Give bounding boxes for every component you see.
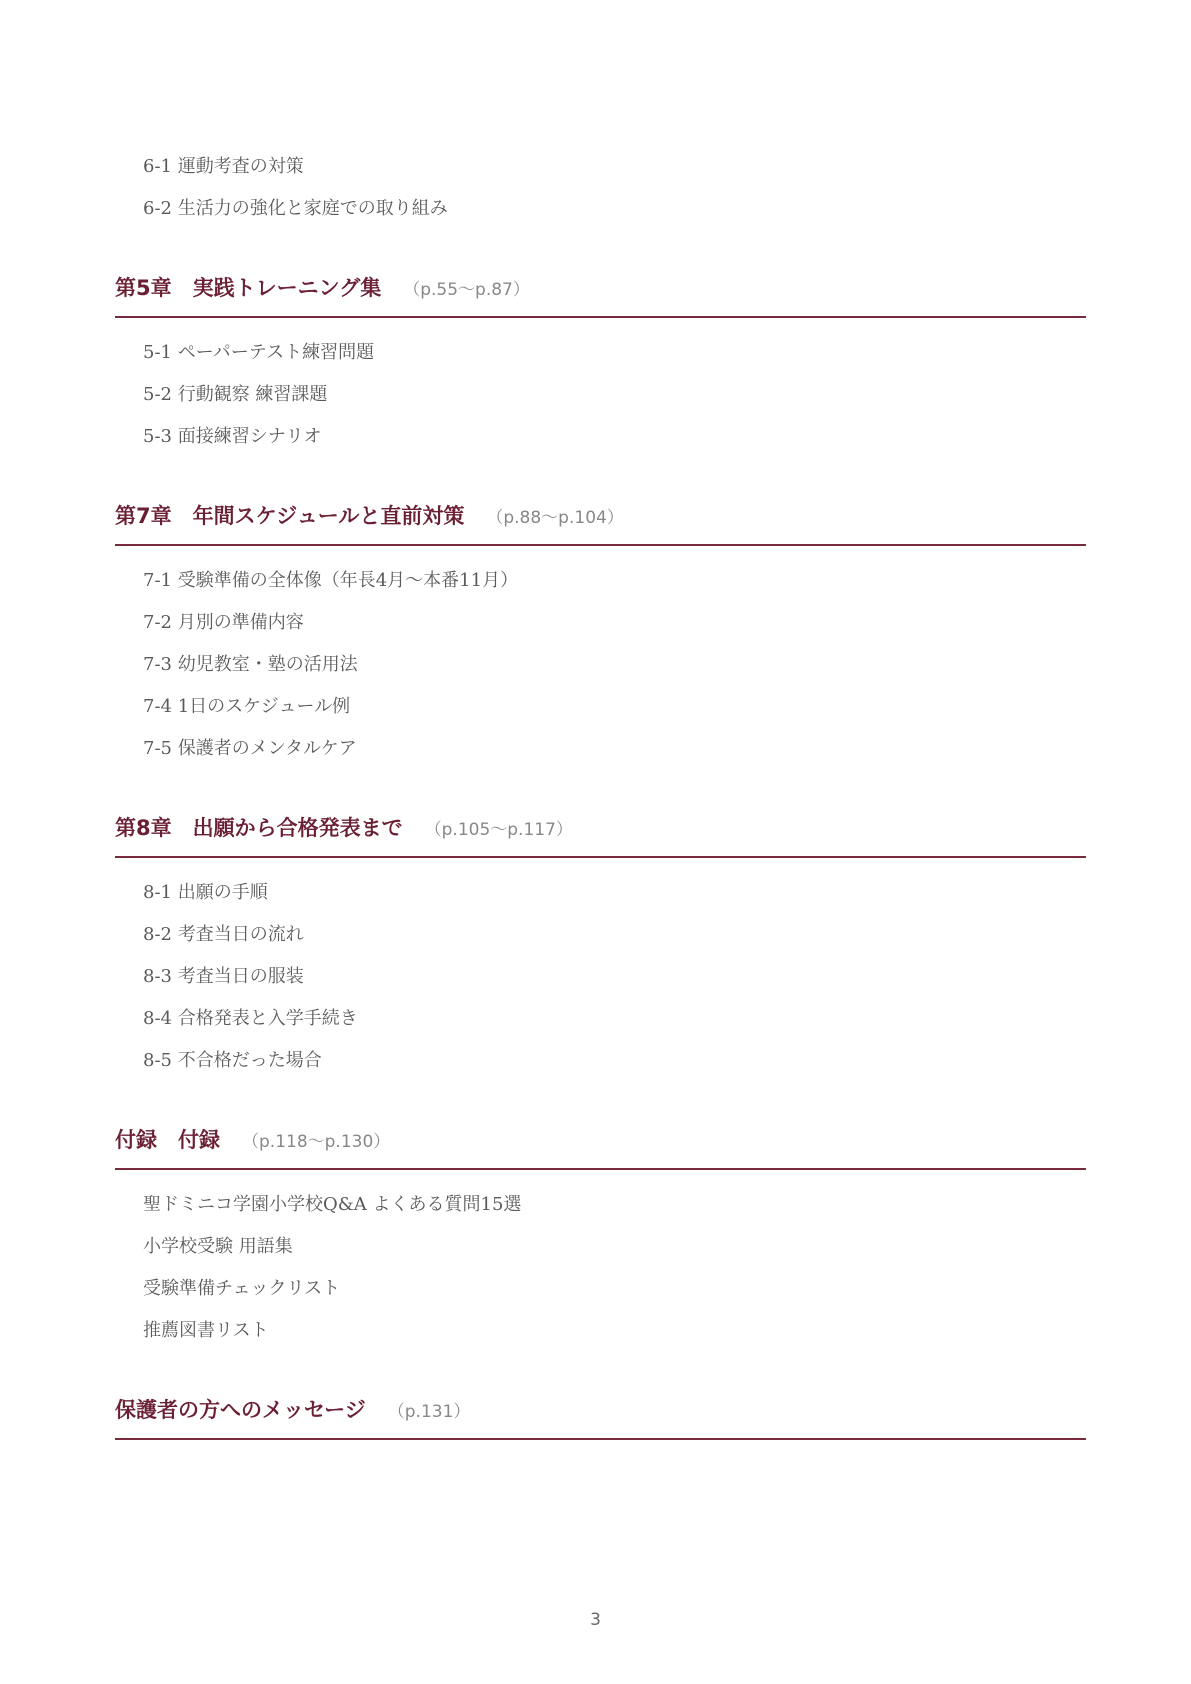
- toc-item[interactable]: 8-5 不合格だった場合: [143, 1050, 322, 1071]
- toc-item[interactable]: 8-1 出願の手順: [143, 882, 268, 903]
- toc-item[interactable]: 6-2 生活力の強化と家庭での取り組み: [143, 198, 448, 219]
- message-section: [115, 1394, 1086, 1440]
- chapter-title: 第5章 実践トレーニング集: [115, 276, 382, 300]
- chapter-heading[interactable]: [115, 500, 1086, 546]
- chapter-title: 付録 付録: [115, 1128, 220, 1152]
- chapter-title: 保護者の方へのメッセージ: [115, 1398, 366, 1422]
- chapter-page-range: （p.131）: [387, 1402, 471, 1422]
- chapter-5: [115, 272, 1086, 458]
- top-items: [115, 146, 1086, 230]
- chapter-heading[interactable]: [115, 1124, 1086, 1170]
- toc-item[interactable]: 聖ドミニコ学園小学校Q&A よくある質問15選: [143, 1194, 522, 1215]
- chapter-heading[interactable]: [115, 272, 1086, 318]
- toc-item[interactable]: 7-3 幼児教室・塾の活用法: [143, 654, 358, 675]
- toc-item[interactable]: 7-1 受験準備の全体像（年長4月〜本番11月）: [143, 570, 519, 591]
- chapter-title: 第7章 年間スケジュールと直前対策: [115, 504, 465, 528]
- appendix: [115, 1124, 1086, 1352]
- toc-item[interactable]: 8-2 考査当日の流れ: [143, 924, 304, 945]
- toc-item[interactable]: 5-2 行動観察 練習課題: [143, 384, 328, 405]
- chapter-page-range: （p.88〜p.104）: [486, 508, 624, 528]
- chapter-heading[interactable]: [115, 812, 1086, 858]
- toc-item[interactable]: 5-3 面接練習シナリオ: [143, 426, 322, 447]
- page-number: 3: [590, 1610, 601, 1630]
- toc-item[interactable]: 推薦図書リスト: [143, 1320, 269, 1341]
- chapter-page-range: （p.118〜p.130）: [242, 1132, 391, 1152]
- toc-item[interactable]: 5-1 ペーパーテスト練習問題: [143, 342, 375, 363]
- toc-item[interactable]: 8-4 合格発表と入学手続き: [143, 1008, 358, 1029]
- toc-item[interactable]: 7-2 月別の準備内容: [143, 612, 304, 633]
- toc-item[interactable]: 8-3 考査当日の服装: [143, 966, 304, 987]
- toc-item[interactable]: 受験準備チェックリスト: [143, 1278, 341, 1299]
- chapter-heading[interactable]: [115, 1394, 1086, 1440]
- chapter-7: [115, 500, 1086, 770]
- toc-item[interactable]: 7-4 1日のスケジュール例: [143, 696, 351, 717]
- chapter-items: [115, 872, 1086, 1082]
- toc-page: [115, 146, 1086, 1440]
- chapter-items: [115, 560, 1086, 770]
- toc-item[interactable]: 6-1 運動考査の対策: [143, 156, 304, 177]
- chapter-items: [115, 1184, 1086, 1352]
- chapter-items: [115, 332, 1086, 458]
- toc-item[interactable]: 7-5 保護者のメンタルケア: [143, 738, 357, 759]
- chapter-page-range: （p.105〜p.117）: [424, 820, 573, 840]
- toc-item[interactable]: 小学校受験 用語集: [143, 1236, 293, 1257]
- chapter-8: [115, 812, 1086, 1082]
- chapter-title: 第8章 出願から合格発表まで: [115, 816, 403, 840]
- chapter-page-range: （p.55〜p.87）: [403, 280, 530, 300]
